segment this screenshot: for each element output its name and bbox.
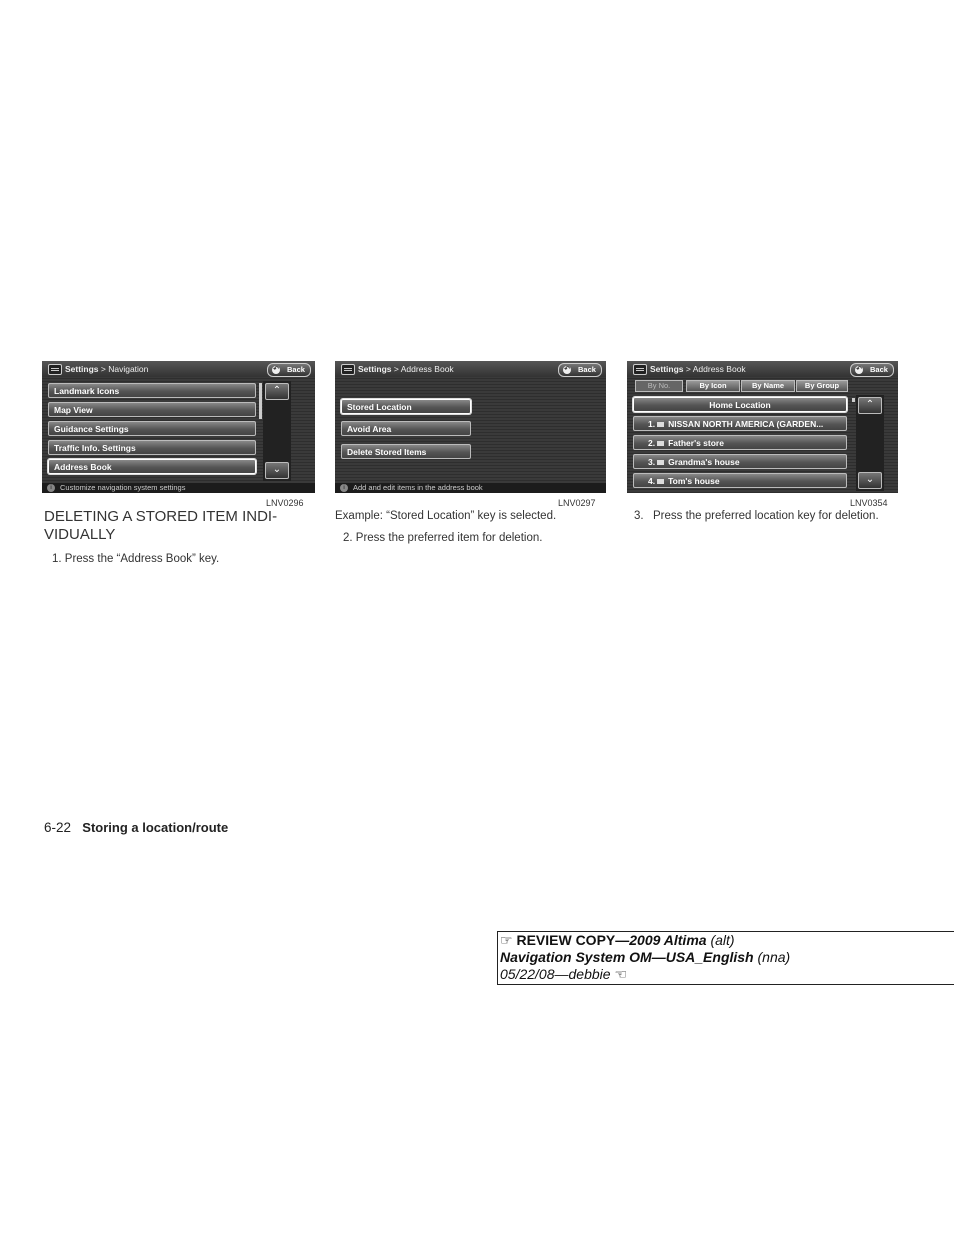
home-location-button[interactable]: Home Location bbox=[633, 397, 847, 412]
settings-icon bbox=[633, 364, 647, 375]
page-number: 6-22 bbox=[44, 820, 72, 835]
scroll-down-icon[interactable]: ⌄ bbox=[858, 472, 882, 489]
address-book-list-screen bbox=[627, 361, 898, 493]
scrollbar[interactable] bbox=[259, 383, 262, 419]
title-bold: Settings bbox=[650, 364, 684, 374]
scroll-up-icon[interactable]: ⌃ bbox=[858, 397, 882, 414]
location-icon bbox=[657, 441, 664, 446]
scroll-down-icon[interactable]: ⌄ bbox=[265, 462, 289, 479]
map-view-button[interactable]: Map View bbox=[48, 402, 256, 417]
stored-location-button[interactable]: Stored Location bbox=[341, 399, 471, 414]
back-arrow-icon: ↶ bbox=[856, 366, 862, 373]
tab-by-icon[interactable]: By Icon bbox=[686, 380, 740, 392]
address-list-item[interactable]: 1. NISSAN NORTH AMERICA (GARDEN... bbox=[633, 416, 847, 431]
pointing-hand-icon: ☜ bbox=[614, 966, 627, 982]
figure-id: LNV0297 bbox=[558, 498, 596, 508]
back-button[interactable]: ↶ Back bbox=[267, 363, 311, 377]
back-button[interactable]: ↶ Back bbox=[850, 363, 894, 377]
title-path: > Address Book bbox=[683, 364, 746, 374]
status-bar: i Add and edit items in the address book bbox=[335, 483, 606, 493]
info-icon: i bbox=[340, 484, 348, 492]
page-footer bbox=[44, 820, 228, 835]
tab-by-name[interactable]: By Name bbox=[741, 380, 795, 392]
pointing-hand-icon: ☞ bbox=[500, 932, 513, 948]
delete-stored-items-button[interactable]: Delete Stored Items bbox=[341, 444, 471, 459]
address-book-screen bbox=[335, 361, 606, 493]
title-bold: Settings bbox=[358, 364, 392, 374]
title-bar bbox=[42, 361, 315, 377]
tab-by-group[interactable]: By Group bbox=[796, 380, 848, 392]
location-icon bbox=[657, 479, 664, 484]
settings-icon bbox=[341, 364, 355, 375]
location-icon bbox=[657, 460, 664, 465]
title-path: > Address Book bbox=[391, 364, 454, 374]
step-3: Press the preferred location key for deletion. bbox=[653, 510, 879, 522]
settings-icon bbox=[48, 364, 62, 375]
figure-id: LNV0296 bbox=[266, 498, 304, 508]
scroll-column bbox=[856, 395, 884, 491]
title-bar bbox=[627, 361, 898, 377]
back-button[interactable]: ↶ Back bbox=[558, 363, 602, 377]
traffic-info-settings-button[interactable]: Traffic Info. Settings bbox=[48, 440, 256, 455]
step-2: 2. Press the preferred item for deletion. bbox=[343, 532, 543, 544]
address-book-button[interactable]: Address Book bbox=[48, 459, 256, 474]
back-arrow-icon: ↶ bbox=[273, 366, 279, 373]
status-bar: i Customize navigation system settings bbox=[42, 483, 315, 493]
step-1: 1. Press the “Address Book” key. bbox=[52, 553, 220, 565]
title-path: > Navigation bbox=[98, 364, 149, 374]
location-icon bbox=[657, 422, 664, 427]
address-list-item[interactable]: 2. Father's store bbox=[633, 435, 847, 450]
nav-settings-screen bbox=[42, 361, 315, 493]
landmark-icons-button[interactable]: Landmark Icons bbox=[48, 383, 256, 398]
avoid-area-button[interactable]: Avoid Area bbox=[341, 421, 471, 436]
title-bar bbox=[335, 361, 606, 377]
scroll-column bbox=[263, 381, 291, 481]
example-caption: Example: “Stored Location” key is selected. bbox=[335, 510, 557, 522]
address-list-item[interactable]: 3. Grandma's house bbox=[633, 454, 847, 469]
guidance-settings-button[interactable]: Guidance Settings bbox=[48, 421, 256, 436]
review-copy-stamp: ☞ REVIEW COPY—2009 Altima (alt) Navigation System OM—USA_English (nna) 05/22/08—debbie ☜ bbox=[497, 931, 954, 985]
scroll-up-icon[interactable]: ⌃ bbox=[265, 383, 289, 400]
address-list-item[interactable]: 4. Tom's house bbox=[633, 473, 847, 488]
back-arrow-icon: ↶ bbox=[564, 366, 570, 373]
section-name: Storing a location/route bbox=[82, 820, 229, 835]
tab-by-number[interactable]: By No. bbox=[635, 380, 683, 392]
title-bold: Settings bbox=[65, 364, 99, 374]
scrollbar[interactable] bbox=[852, 398, 855, 402]
figure-id: LNV0354 bbox=[850, 498, 888, 508]
info-icon: i bbox=[47, 484, 55, 492]
step-3-number: 3. bbox=[634, 510, 644, 522]
section-heading: DELETING A STORED ITEM INDI-VIDUALLY bbox=[44, 508, 278, 543]
